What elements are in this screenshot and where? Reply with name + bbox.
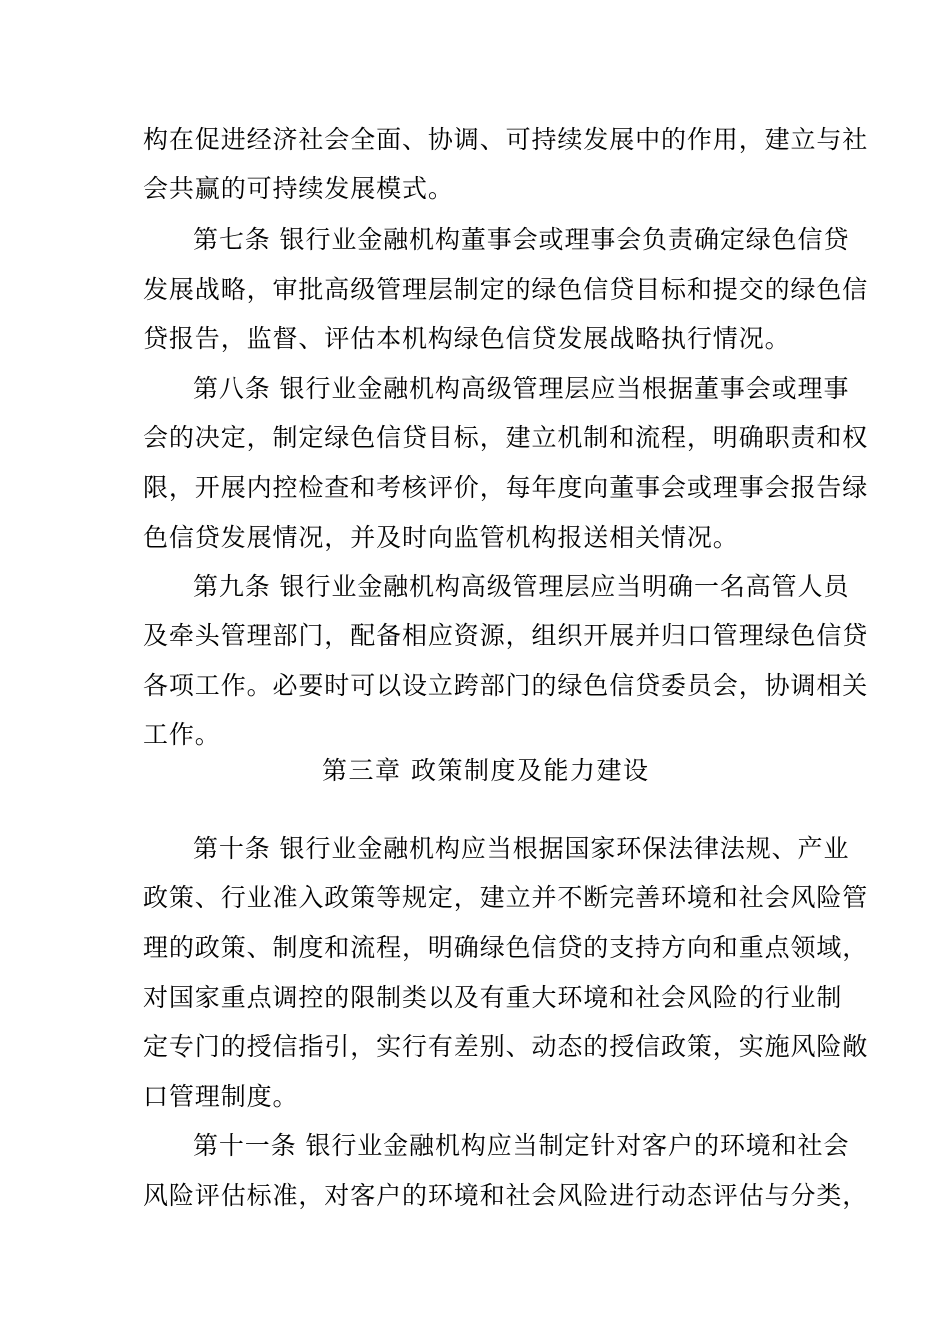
paragraph-line: 限，开展内控检查和考核评价，每年度向董事会或理事会报告绿	[143, 473, 869, 502]
chapter-heading: 第三章 政策制度及能力建设	[322, 756, 650, 785]
paragraph-line: 工作。	[143, 720, 221, 749]
paragraph-line: 口管理制度。	[143, 1082, 299, 1111]
paragraph-line: 理的政策、制度和流程，明确绿色信贷的支持方向和重点领域，	[143, 933, 869, 962]
article-9-first-line: 第九条 银行业金融机构高级管理层应当明确一名高管人员	[193, 572, 850, 601]
paragraph-line: 对国家重点调控的限制类以及有重大环境和社会风险的行业制	[143, 983, 843, 1012]
paragraph-line: 风险评估标准，对客户的环境和社会风险进行动态评估与分类，	[143, 1181, 869, 1210]
article-7-first-line: 第七条 银行业金融机构董事会或理事会负责确定绿色信贷	[193, 225, 850, 254]
paragraph-line: 会共赢的可持续发展模式。	[143, 174, 454, 203]
paragraph-line: 政策、行业准入政策等规定，建立并不断完善环境和社会风险管	[143, 883, 869, 912]
paragraph-line: 构在促进经济社会全面、协调、可持续发展中的作用，建立与社	[143, 125, 869, 154]
paragraph-line: 及牵头管理部门，配备相应资源，组织开展并归口管理绿色信贷	[143, 621, 869, 650]
paragraph-line: 贷报告，监督、评估本机构绿色信贷发展战略执行情况。	[143, 324, 791, 353]
paragraph-line: 各项工作。必要时可以设立跨部门的绿色信贷委员会，协调相关	[143, 671, 869, 700]
paragraph-line: 会的决定，制定绿色信贷目标，建立机制和流程，明确职责和权	[143, 423, 869, 452]
article-11-first-line: 第十一条 银行业金融机构应当制定针对客户的环境和社会	[193, 1131, 850, 1160]
paragraph-line: 定专门的授信指引，实行有差别、动态的授信政策，实施风险敞	[143, 1032, 869, 1061]
article-8-first-line: 第八条 银行业金融机构高级管理层应当根据董事会或理事	[193, 374, 850, 403]
paragraph-line: 色信贷发展情况，并及时向监管机构报送相关情况。	[143, 523, 739, 552]
article-10-first-line: 第十条 银行业金融机构应当根据国家环保法律法规、产业	[193, 834, 850, 863]
paragraph-line: 发展战略，审批高级管理层制定的绿色信贷目标和提交的绿色信	[143, 275, 869, 304]
